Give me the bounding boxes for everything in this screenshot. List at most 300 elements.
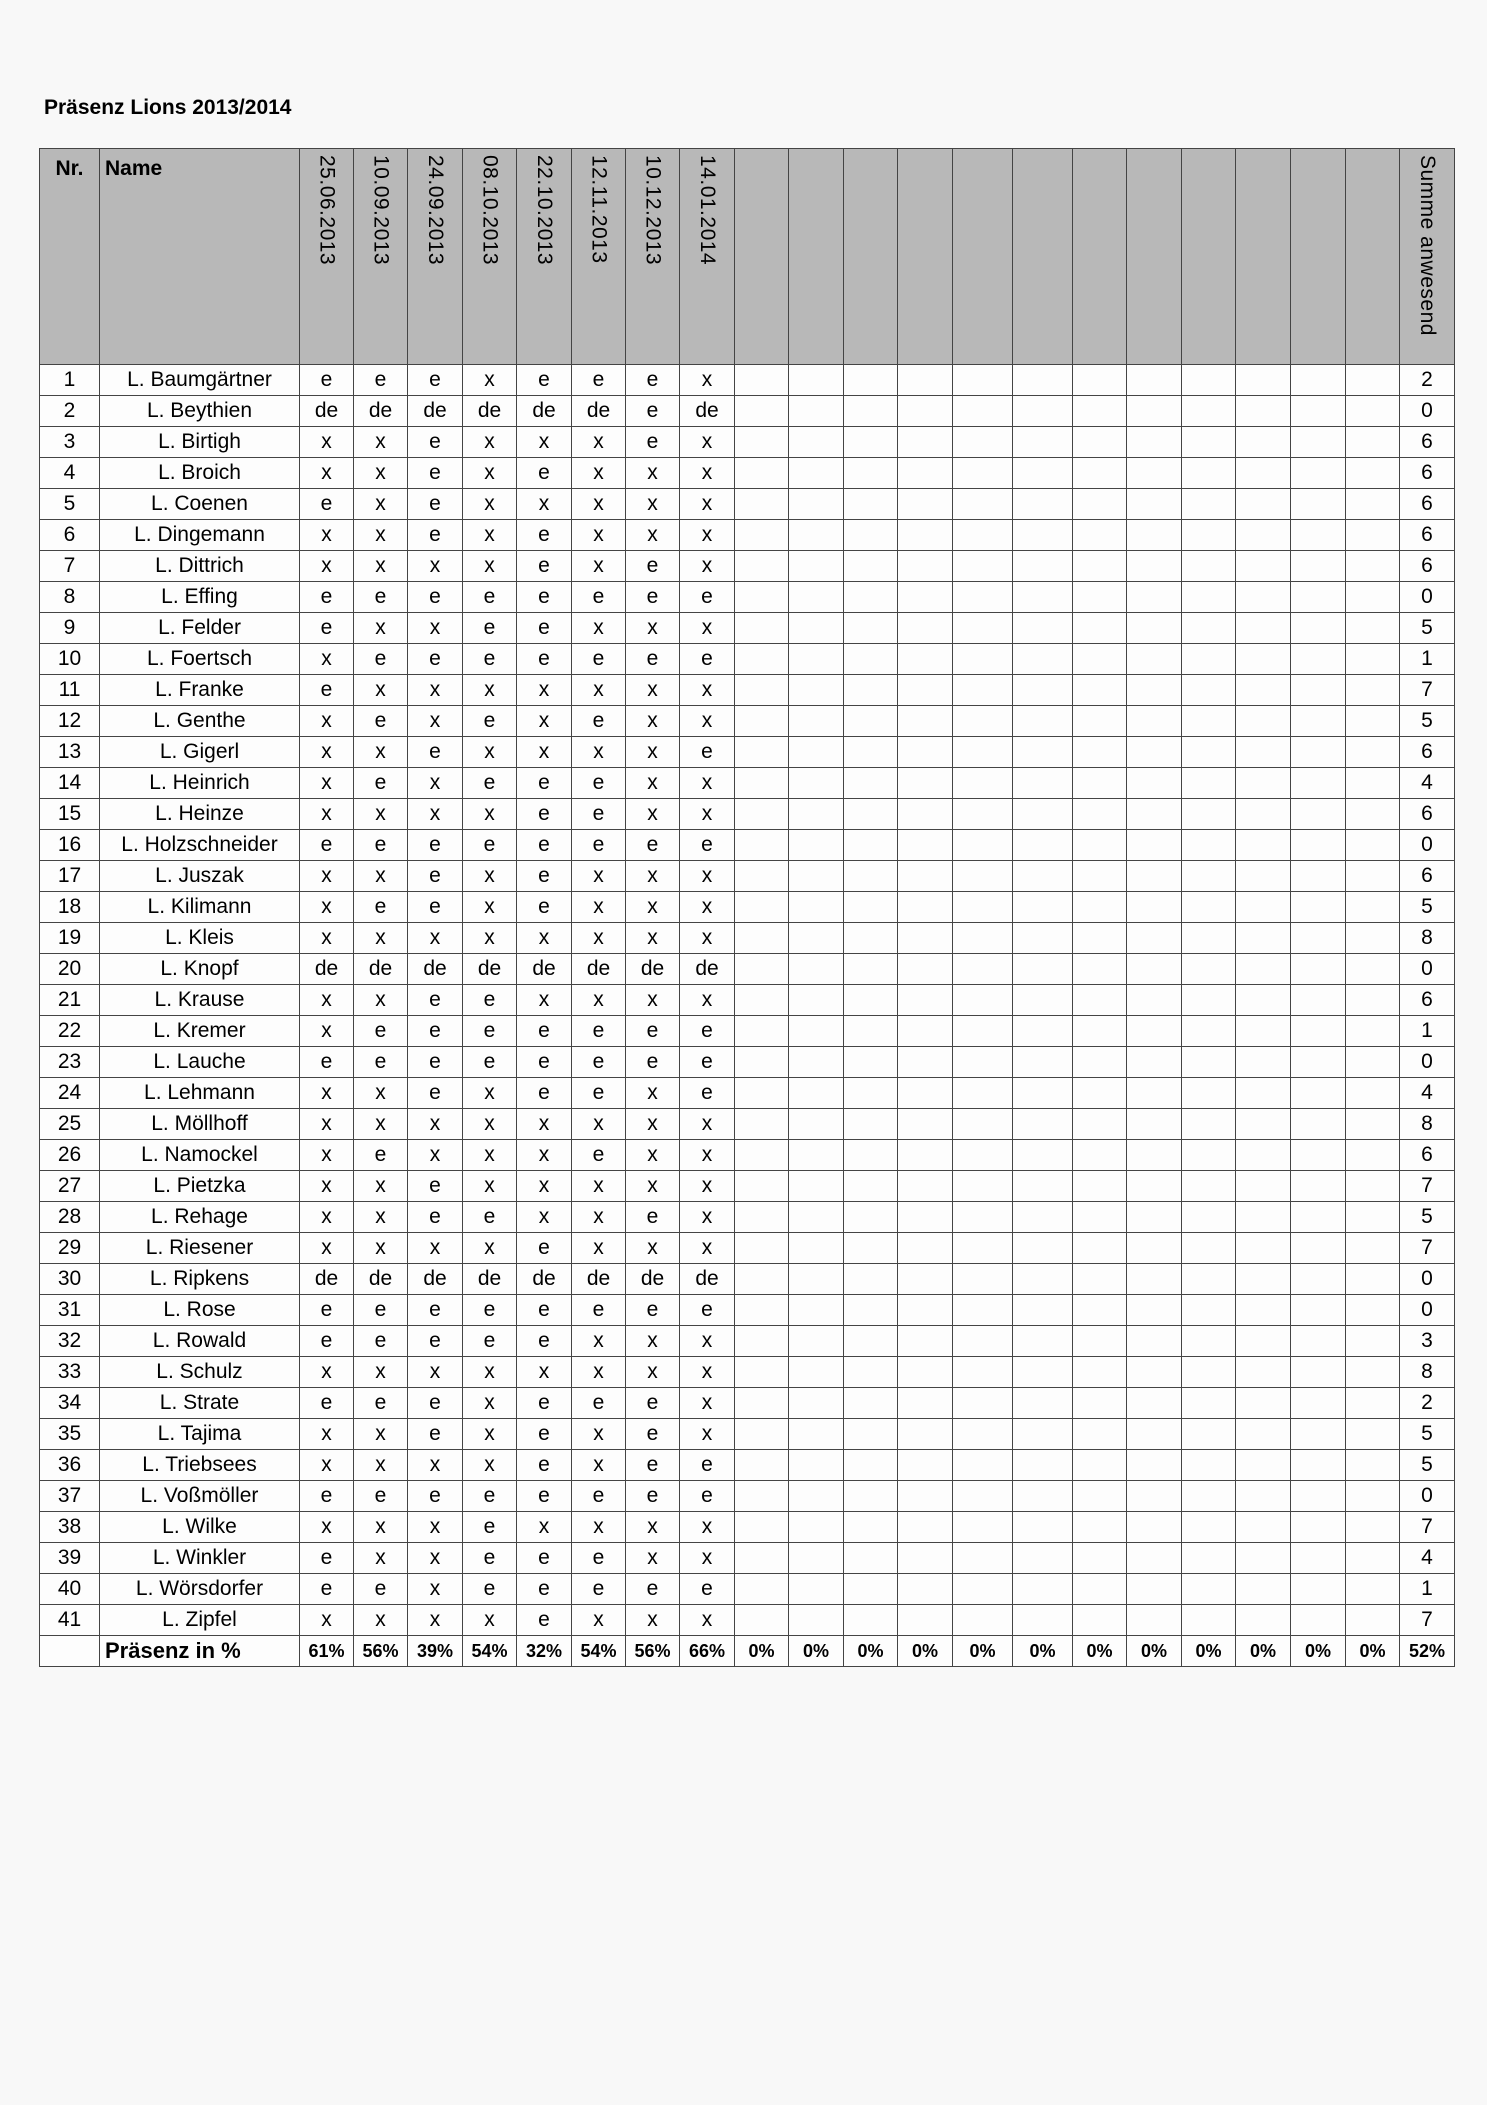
attendance-cell: x <box>572 1419 626 1450</box>
attendance-cell <box>789 1109 844 1140</box>
footer-percent: 0% <box>1182 1636 1236 1667</box>
attendance-cell: x <box>572 1233 626 1264</box>
row-name: L. Kilimann <box>100 892 300 923</box>
attendance-cell: e <box>517 1605 572 1636</box>
attendance-cell <box>1236 954 1291 985</box>
row-nr: 22 <box>40 1016 100 1047</box>
attendance-cell <box>1236 1016 1291 1047</box>
header-nr: Nr. <box>40 149 100 365</box>
attendance-cell <box>1236 1109 1291 1140</box>
attendance-cell <box>1236 1264 1291 1295</box>
attendance-cell <box>1346 675 1400 706</box>
attendance-cell <box>1236 613 1291 644</box>
row-name: L. Zipfel <box>100 1605 300 1636</box>
attendance-cell <box>735 1326 789 1357</box>
attendance-cell: de <box>463 954 517 985</box>
attendance-cell <box>1127 582 1182 613</box>
table-row <box>40 861 1455 892</box>
attendance-cell <box>953 706 1013 737</box>
attendance-cell <box>844 1202 898 1233</box>
attendance-cell <box>789 1233 844 1264</box>
attendance-cell <box>1291 1543 1346 1574</box>
attendance-cell <box>1346 799 1400 830</box>
attendance-cell <box>1013 1357 1073 1388</box>
row-nr: 17 <box>40 861 100 892</box>
attendance-cell: x <box>300 1605 354 1636</box>
attendance-cell: x <box>572 892 626 923</box>
table-row <box>40 799 1455 830</box>
attendance-cell <box>1182 954 1236 985</box>
attendance-cell <box>1127 1512 1182 1543</box>
attendance-cell <box>735 799 789 830</box>
attendance-cell <box>1127 365 1182 396</box>
attendance-cell <box>1073 923 1127 954</box>
attendance-cell: e <box>408 1047 463 1078</box>
attendance-cell <box>1346 1109 1400 1140</box>
attendance-cell <box>844 892 898 923</box>
table-row <box>40 830 1455 861</box>
attendance-cell: x <box>680 1202 735 1233</box>
attendance-cell: e <box>572 1078 626 1109</box>
attendance-cell <box>898 675 953 706</box>
attendance-cell <box>1236 737 1291 768</box>
attendance-cell <box>1182 644 1236 675</box>
attendance-cell <box>789 1202 844 1233</box>
attendance-cell: x <box>300 1233 354 1264</box>
attendance-cell: e <box>463 1543 517 1574</box>
attendance-cell: x <box>680 365 735 396</box>
attendance-cell <box>844 1295 898 1326</box>
attendance-cell <box>898 985 953 1016</box>
attendance-cell <box>1346 1357 1400 1388</box>
attendance-cell <box>735 1109 789 1140</box>
header-date-16 <box>1127 149 1182 365</box>
header-date-18 <box>1236 149 1291 365</box>
attendance-cell <box>953 551 1013 582</box>
attendance-cell <box>1182 1047 1236 1078</box>
attendance-cell: e <box>300 1481 354 1512</box>
attendance-cell: x <box>680 1233 735 1264</box>
row-name: L. Riesener <box>100 1233 300 1264</box>
attendance-cell <box>1346 1574 1400 1605</box>
attendance-cell <box>953 1295 1013 1326</box>
attendance-cell <box>844 1140 898 1171</box>
attendance-cell <box>1291 1388 1346 1419</box>
row-nr: 2 <box>40 396 100 427</box>
attendance-cell <box>953 1171 1013 1202</box>
attendance-cell <box>953 985 1013 1016</box>
row-nr: 12 <box>40 706 100 737</box>
attendance-cell <box>1291 768 1346 799</box>
attendance-cell <box>789 458 844 489</box>
row-nr: 8 <box>40 582 100 613</box>
attendance-cell <box>1346 1233 1400 1264</box>
row-sum: 6 <box>1400 520 1455 551</box>
attendance-cell <box>953 1078 1013 1109</box>
attendance-cell: e <box>463 706 517 737</box>
row-nr: 33 <box>40 1357 100 1388</box>
attendance-cell: x <box>626 458 680 489</box>
attendance-cell: e <box>408 1388 463 1419</box>
attendance-cell: e <box>572 1574 626 1605</box>
attendance-cell <box>844 768 898 799</box>
attendance-cell <box>898 1047 953 1078</box>
attendance-cell <box>898 1543 953 1574</box>
attendance-cell <box>735 520 789 551</box>
header-date-15 <box>1073 149 1127 365</box>
footer-percent: 0% <box>1291 1636 1346 1667</box>
attendance-cell <box>1127 396 1182 427</box>
attendance-cell <box>1073 582 1127 613</box>
table-row <box>40 892 1455 923</box>
attendance-cell <box>735 1202 789 1233</box>
attendance-cell <box>1073 458 1127 489</box>
attendance-cell: x <box>408 1574 463 1605</box>
attendance-cell <box>1013 706 1073 737</box>
attendance-cell: e <box>626 644 680 675</box>
row-sum: 5 <box>1400 892 1455 923</box>
row-sum: 8 <box>1400 1109 1455 1140</box>
attendance-cell: de <box>517 1264 572 1295</box>
attendance-cell <box>953 613 1013 644</box>
attendance-cell <box>1073 1264 1127 1295</box>
attendance-cell: x <box>408 1543 463 1574</box>
attendance-cell <box>844 675 898 706</box>
attendance-cell: x <box>626 1171 680 1202</box>
attendance-cell <box>1073 799 1127 830</box>
row-nr: 37 <box>40 1481 100 1512</box>
attendance-cell <box>898 737 953 768</box>
table-row <box>40 1574 1455 1605</box>
attendance-cell <box>789 1481 844 1512</box>
header-date-8 <box>680 149 735 365</box>
row-sum: 5 <box>1400 1202 1455 1233</box>
row-sum: 5 <box>1400 1419 1455 1450</box>
attendance-cell: x <box>463 737 517 768</box>
row-name: L. Kremer <box>100 1016 300 1047</box>
attendance-cell <box>1182 458 1236 489</box>
attendance-cell: e <box>626 1202 680 1233</box>
footer-percent: 0% <box>1236 1636 1291 1667</box>
attendance-cell: e <box>463 582 517 613</box>
table-row <box>40 1605 1455 1636</box>
row-sum: 0 <box>1400 1481 1455 1512</box>
attendance-cell <box>1073 1016 1127 1047</box>
attendance-cell <box>789 1450 844 1481</box>
attendance-cell <box>1291 923 1346 954</box>
attendance-cell <box>898 427 953 458</box>
attendance-cell: x <box>680 706 735 737</box>
attendance-cell: e <box>517 768 572 799</box>
attendance-cell: x <box>300 1512 354 1543</box>
attendance-cell <box>1291 861 1346 892</box>
attendance-cell <box>1236 985 1291 1016</box>
attendance-cell <box>1127 1109 1182 1140</box>
attendance-cell <box>1073 737 1127 768</box>
attendance-cell: x <box>300 520 354 551</box>
attendance-cell <box>1127 1140 1182 1171</box>
attendance-cell <box>1127 675 1182 706</box>
attendance-cell: e <box>517 1295 572 1326</box>
attendance-cell <box>953 830 1013 861</box>
page-title: Präsenz Lions 2013/2014 <box>44 96 292 119</box>
table-row <box>40 1450 1455 1481</box>
attendance-cell <box>735 1140 789 1171</box>
attendance-cell: x <box>300 861 354 892</box>
attendance-cell: x <box>408 1450 463 1481</box>
attendance-cell <box>898 458 953 489</box>
attendance-cell <box>789 365 844 396</box>
attendance-cell: x <box>408 1109 463 1140</box>
attendance-cell <box>789 1171 844 1202</box>
attendance-cell: x <box>408 923 463 954</box>
attendance-cell: e <box>354 1388 408 1419</box>
attendance-cell <box>898 582 953 613</box>
attendance-cell <box>898 1264 953 1295</box>
attendance-cell <box>844 1016 898 1047</box>
attendance-cell: e <box>463 1326 517 1357</box>
attendance-cell: e <box>408 458 463 489</box>
attendance-cell: x <box>626 520 680 551</box>
attendance-cell <box>953 768 1013 799</box>
attendance-cell <box>1013 1078 1073 1109</box>
footer-percent: 61% <box>300 1636 354 1667</box>
attendance-cell: x <box>408 1357 463 1388</box>
row-nr: 3 <box>40 427 100 458</box>
attendance-cell <box>1236 892 1291 923</box>
attendance-cell <box>1236 1233 1291 1264</box>
row-nr: 30 <box>40 1264 100 1295</box>
row-name: L. Rose <box>100 1295 300 1326</box>
attendance-cell <box>898 768 953 799</box>
attendance-cell <box>844 1047 898 1078</box>
row-sum: 0 <box>1400 1264 1455 1295</box>
row-sum: 6 <box>1400 985 1455 1016</box>
row-name: L. Winkler <box>100 1543 300 1574</box>
attendance-cell: e <box>626 427 680 458</box>
attendance-cell: x <box>300 644 354 675</box>
attendance-cell <box>1127 1543 1182 1574</box>
attendance-cell <box>1182 427 1236 458</box>
attendance-cell <box>1291 799 1346 830</box>
row-nr: 6 <box>40 520 100 551</box>
attendance-cell <box>1182 1326 1236 1357</box>
row-sum: 4 <box>1400 1543 1455 1574</box>
row-sum: 1 <box>1400 644 1455 675</box>
attendance-cell <box>1182 675 1236 706</box>
attendance-cell <box>898 1016 953 1047</box>
header-date-13 <box>953 149 1013 365</box>
row-name: L. Gigerl <box>100 737 300 768</box>
attendance-cell <box>735 985 789 1016</box>
attendance-cell <box>1073 520 1127 551</box>
attendance-cell: x <box>517 706 572 737</box>
attendance-cell: de <box>408 954 463 985</box>
attendance-cell <box>1013 1171 1073 1202</box>
attendance-cell <box>898 1512 953 1543</box>
attendance-cell <box>1127 1047 1182 1078</box>
attendance-cell <box>1182 520 1236 551</box>
attendance-cell: e <box>463 1574 517 1605</box>
row-nr: 24 <box>40 1078 100 1109</box>
attendance-cell <box>1127 768 1182 799</box>
attendance-cell <box>1236 1357 1291 1388</box>
attendance-cell <box>789 985 844 1016</box>
attendance-cell: x <box>354 613 408 644</box>
row-sum: 0 <box>1400 830 1455 861</box>
attendance-cell: de <box>463 396 517 427</box>
attendance-cell: x <box>626 1140 680 1171</box>
attendance-cell: x <box>300 1078 354 1109</box>
row-name: L. Strate <box>100 1388 300 1419</box>
attendance-cell <box>1013 1419 1073 1450</box>
footer-percent: 56% <box>354 1636 408 1667</box>
table-row <box>40 1295 1455 1326</box>
attendance-cell: x <box>572 861 626 892</box>
table-row <box>40 706 1455 737</box>
footer-percent: 0% <box>1346 1636 1400 1667</box>
attendance-cell <box>1291 985 1346 1016</box>
attendance-cell: x <box>463 489 517 520</box>
attendance-cell <box>898 1574 953 1605</box>
attendance-cell <box>1236 427 1291 458</box>
attendance-cell <box>1073 892 1127 923</box>
attendance-cell: x <box>626 799 680 830</box>
row-nr: 7 <box>40 551 100 582</box>
table-row <box>40 1543 1455 1574</box>
attendance-cell: x <box>354 1419 408 1450</box>
attendance-cell <box>1291 1357 1346 1388</box>
attendance-cell: e <box>517 1326 572 1357</box>
row-sum: 6 <box>1400 799 1455 830</box>
attendance-cell <box>898 830 953 861</box>
attendance-cell <box>953 954 1013 985</box>
attendance-cell <box>953 1388 1013 1419</box>
attendance-cell <box>953 644 1013 675</box>
attendance-cell <box>953 582 1013 613</box>
attendance-cell <box>789 1388 844 1419</box>
attendance-cell: e <box>354 1047 408 1078</box>
attendance-cell <box>953 396 1013 427</box>
row-name: L. Dittrich <box>100 551 300 582</box>
row-sum: 2 <box>1400 1388 1455 1419</box>
row-name: L. Möllhoff <box>100 1109 300 1140</box>
attendance-cell <box>1013 1574 1073 1605</box>
attendance-cell: e <box>354 1140 408 1171</box>
attendance-cell <box>953 892 1013 923</box>
attendance-cell <box>1013 1512 1073 1543</box>
row-nr: 36 <box>40 1450 100 1481</box>
table-row <box>40 1078 1455 1109</box>
attendance-cell: x <box>354 861 408 892</box>
attendance-cell <box>953 799 1013 830</box>
attendance-cell <box>898 1388 953 1419</box>
row-name: L. Felder <box>100 613 300 644</box>
attendance-cell <box>1291 365 1346 396</box>
table-row <box>40 954 1455 985</box>
attendance-cell <box>1291 1512 1346 1543</box>
attendance-cell <box>1073 706 1127 737</box>
attendance-cell: x <box>572 551 626 582</box>
attendance-cell <box>1073 985 1127 1016</box>
attendance-cell <box>789 799 844 830</box>
attendance-cell <box>1346 737 1400 768</box>
attendance-cell <box>844 1419 898 1450</box>
attendance-cell: de <box>300 396 354 427</box>
attendance-cell <box>1073 1140 1127 1171</box>
attendance-cell: e <box>517 644 572 675</box>
attendance-cell: e <box>354 1016 408 1047</box>
header-date-label: 25.06.2013 <box>315 155 339 266</box>
attendance-cell <box>735 1264 789 1295</box>
attendance-cell: e <box>408 1016 463 1047</box>
attendance-cell: x <box>408 1512 463 1543</box>
table-row <box>40 923 1455 954</box>
row-name: L. Kleis <box>100 923 300 954</box>
attendance-cell <box>1236 923 1291 954</box>
attendance-cell <box>1291 1047 1346 1078</box>
attendance-cell <box>789 1543 844 1574</box>
footer-percent: 0% <box>735 1636 789 1667</box>
attendance-cell <box>1182 396 1236 427</box>
attendance-cell <box>1013 1295 1073 1326</box>
attendance-cell <box>1291 1481 1346 1512</box>
attendance-cell <box>789 1574 844 1605</box>
row-name: L. Baumgärtner <box>100 365 300 396</box>
header-date-label: 10.09.2013 <box>369 155 393 266</box>
attendance-cell: e <box>408 489 463 520</box>
attendance-cell: e <box>517 1078 572 1109</box>
attendance-cell <box>1127 458 1182 489</box>
row-nr: 19 <box>40 923 100 954</box>
attendance-cell: de <box>572 954 626 985</box>
attendance-cell <box>1236 1388 1291 1419</box>
attendance-cell: e <box>680 1481 735 1512</box>
table-row <box>40 1140 1455 1171</box>
attendance-cell: e <box>463 644 517 675</box>
attendance-cell <box>1182 892 1236 923</box>
attendance-cell: e <box>408 1419 463 1450</box>
footer-sum: 52% <box>1400 1636 1455 1667</box>
footer-percent: 0% <box>898 1636 953 1667</box>
attendance-cell <box>1127 427 1182 458</box>
attendance-cell <box>844 706 898 737</box>
attendance-cell <box>1127 1264 1182 1295</box>
attendance-cell <box>1073 1450 1127 1481</box>
row-name: L. Lehmann <box>100 1078 300 1109</box>
attendance-cell: x <box>572 985 626 1016</box>
attendance-cell: x <box>300 1450 354 1481</box>
attendance-cell: x <box>680 1543 735 1574</box>
table-row <box>40 427 1455 458</box>
attendance-cell <box>1291 427 1346 458</box>
attendance-cell <box>735 582 789 613</box>
attendance-cell <box>789 1047 844 1078</box>
attendance-cell: e <box>300 1543 354 1574</box>
row-nr: 31 <box>40 1295 100 1326</box>
attendance-cell: x <box>354 458 408 489</box>
attendance-cell <box>789 737 844 768</box>
attendance-cell <box>735 1605 789 1636</box>
attendance-cell <box>953 1047 1013 1078</box>
attendance-cell: x <box>680 923 735 954</box>
attendance-cell: e <box>517 830 572 861</box>
attendance-cell <box>789 582 844 613</box>
attendance-cell <box>898 1202 953 1233</box>
row-name: L. Dingemann <box>100 520 300 551</box>
attendance-cell <box>1127 1016 1182 1047</box>
header-row <box>40 149 1455 365</box>
